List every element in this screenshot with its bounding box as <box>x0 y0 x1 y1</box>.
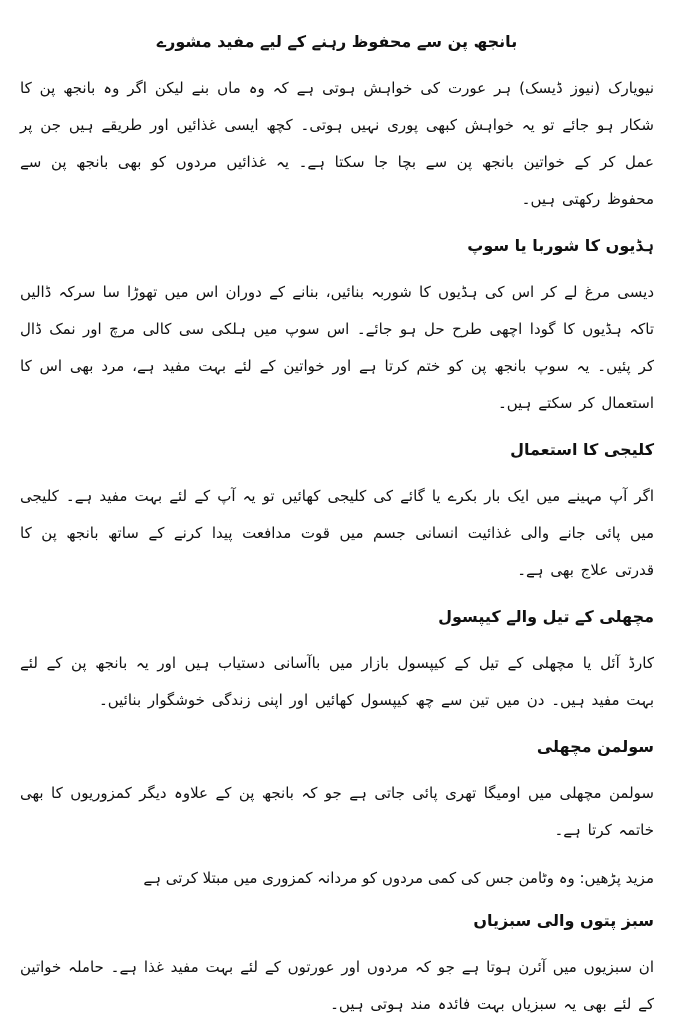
article-intro: نیویارک (نیوز ڈیسک) ہر عورت کی خواہش ہوتی ہے کہ وہ ماں بنے لیکن اگر وہ بانجھ پن کا شکار ہو جائے تو یہ خواہش کبھی پوری نہیں ہوتی۔ کچھ ایسی غذائیں اور طریقے ہیں جن پر عمل کر کے خواتین بانجھ پن سے بچا جا سکتا ہے۔ یہ غذائیں مردوں کو بھی بانجھ پن سے محفوظ رکھتی ہیں۔ <box>20 79 654 208</box>
read-more-link[interactable]: مزید پڑھیں: وہ وٹامن جس کی کمی مردوں کو مردانہ کمزوری میں مبتلا کرتی ہے <box>143 869 654 887</box>
section-body-liver: اگر آپ مہینے میں ایک بار بکرے یا گائے کی کلیجی کھائیں تو یہ آپ کے لئے بہت مفید ہے۔ کلیجی میں پائی جانے والی غذائیت انسانی جسم میں قوت مدافعت پیدا کرنے کے ساتھ بانجھ پن کا قدرتی علاج بھی ہے۔ <box>20 487 654 579</box>
section-heading-fish-oil: مچھلی کے تیل والے کیپسول <box>438 607 654 626</box>
article-title: بانجھ پن سے محفوظ رہنے کے لیے مفید مشورے <box>156 32 518 51</box>
section-heading-greens: سبز پتوں والی سبزیاں <box>473 911 654 930</box>
section-body-bone-broth: دیسی مرغ لے کر اس کی ہڈیوں کا شوربہ بنائیں، بنانے کے دوران اس میں تھوڑا سا سرکہ ڈالیں تاکہ ہڈیوں کا گودا اچھی طرح حل ہو جائے۔ اس سوپ میں ہلکی سی کالی مرچ اور نمک ڈال کر پئیں۔ یہ سوپ بانجھ پن کو ختم کرتا ہے اور خواتین کے لئے بہت مفید ہے، مرد بھی اس کا استعمال کر سکتے ہیں۔ <box>20 283 654 412</box>
section-body-salmon: سولمن مچھلی میں اومیگا تھری پائی جاتی ہے جو کہ بانجھ پن کے علاوہ دیگر کمزوریوں کا بھی خاتمہ کرتا ہے۔ <box>20 784 654 839</box>
section-body-greens: ان سبزیوں میں آئرن ہوتا ہے جو کہ مردوں اور عورتوں کے لئے بہت مفید غذا ہے۔ حاملہ خواتین کے لئے بھی یہ سبزیاں بہت فائدہ مند ہوتی ہیں۔ <box>20 958 654 1013</box>
section-heading-salmon: سولمن مچھلی <box>536 737 654 756</box>
section-body-fish-oil: کارڈ آئل یا مچھلی کے تیل کے کیپسول بازار میں باآسانی دستیاب ہیں اور یہ بانجھ پن کے لئے بہت مفید ہیں۔ دن میں تین سے چھ کیپسول کھائیں اور اپنی زندگی خوشگوار بنائیں۔ <box>20 654 654 709</box>
section-heading-liver: کلیجی کا استعمال <box>510 440 654 459</box>
section-heading-bone-broth: ہڈیوں کا شوربا یا سوپ <box>467 236 654 255</box>
